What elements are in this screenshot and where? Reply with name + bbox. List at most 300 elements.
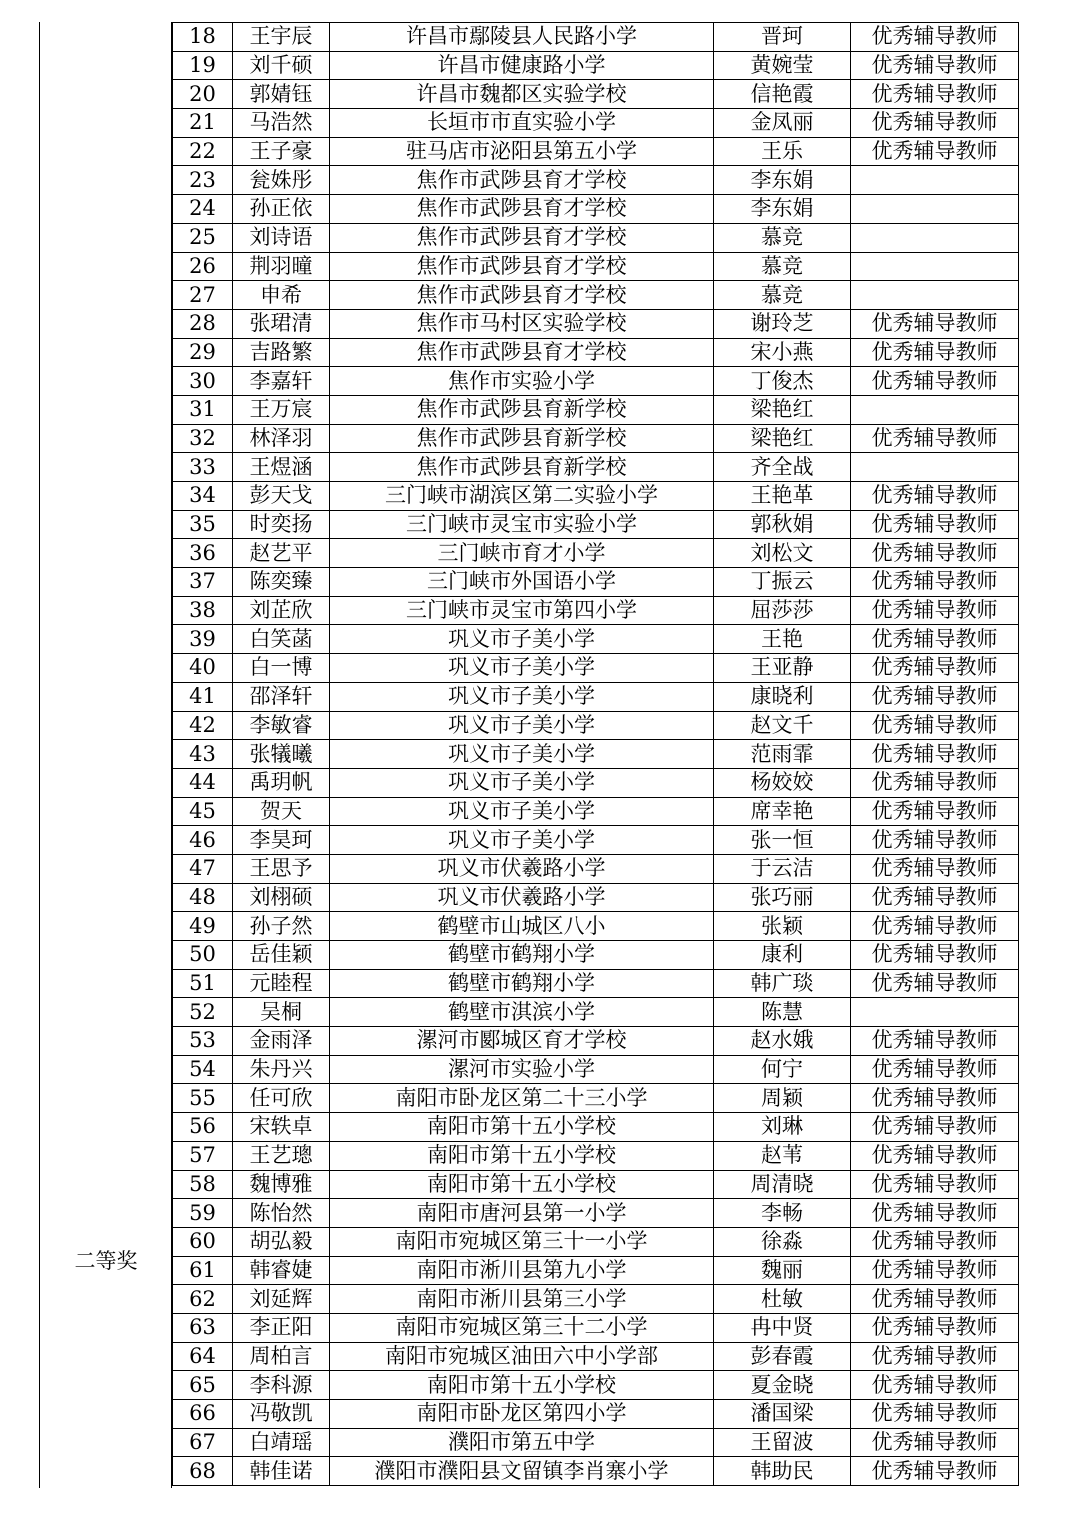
cell-teacher: 郭秋娟	[714, 510, 851, 539]
cell-student-name: 李昊珂	[233, 826, 330, 855]
cell-teacher: 王亚静	[714, 654, 851, 683]
cell-teacher: 赵文千	[714, 711, 851, 740]
cell-teacher: 梁艳红	[714, 424, 851, 453]
cell-student-name: 刘千硕	[233, 51, 330, 80]
table-row	[173, 80, 1019, 109]
cell-teacher: 王艳	[714, 625, 851, 654]
cell-student-name: 瓮姝彤	[233, 166, 330, 195]
cell-school: 巩义市子美小学	[330, 711, 714, 740]
cell-number: 53	[173, 1027, 233, 1056]
cell-student-name: 刘芷欣	[233, 596, 330, 625]
cell-teacher: 徐淼	[714, 1227, 851, 1256]
table-row	[173, 309, 1019, 338]
cell-student-name: 王艺璁	[233, 1141, 330, 1170]
cell-teacher: 彭春霞	[714, 1342, 851, 1371]
cell-honor: 优秀辅导教师	[851, 568, 1019, 597]
cell-teacher: 王艳革	[714, 482, 851, 511]
cell-number: 42	[173, 711, 233, 740]
table-row	[173, 539, 1019, 568]
table-row	[173, 195, 1019, 224]
cell-teacher: 于云洁	[714, 854, 851, 883]
cell-number: 57	[173, 1141, 233, 1170]
cell-school: 巩义市子美小学	[330, 826, 714, 855]
cell-honor	[851, 223, 1019, 252]
cell-school: 漯河市实验小学	[330, 1055, 714, 1084]
cell-number: 35	[173, 510, 233, 539]
cell-school: 焦作市武陟县育新学校	[330, 395, 714, 424]
cell-honor: 优秀辅导教师	[851, 137, 1019, 166]
cell-student-name: 胡弘毅	[233, 1227, 330, 1256]
cell-student-name: 邵泽轩	[233, 682, 330, 711]
cell-teacher: 丁俊杰	[714, 367, 851, 396]
cell-number: 21	[173, 109, 233, 138]
cell-number: 52	[173, 998, 233, 1027]
cell-honor: 优秀辅导教师	[851, 1141, 1019, 1170]
cell-number: 30	[173, 367, 233, 396]
cell-school: 三门峡市育才小学	[330, 539, 714, 568]
cell-school: 长垣市市直实验小学	[330, 109, 714, 138]
table-row	[173, 1457, 1019, 1486]
cell-school: 巩义市子美小学	[330, 654, 714, 683]
cell-school: 南阳市宛城区第三十一小学	[330, 1227, 714, 1256]
cell-student-name: 贺天	[233, 797, 330, 826]
table-row	[173, 137, 1019, 166]
table-row	[173, 1256, 1019, 1285]
table-row	[173, 109, 1019, 138]
cell-number: 55	[173, 1084, 233, 1113]
cell-student-name: 朱丹兴	[233, 1055, 330, 1084]
cell-honor: 优秀辅导教师	[851, 1084, 1019, 1113]
cell-student-name: 孙正依	[233, 195, 330, 224]
cell-honor: 优秀辅导教师	[851, 23, 1019, 52]
cell-number: 59	[173, 1199, 233, 1228]
cell-teacher: 韩广琰	[714, 969, 851, 998]
cell-student-name: 金雨泽	[233, 1027, 330, 1056]
table-row	[173, 1371, 1019, 1400]
cell-school: 三门峡市灵宝市实验小学	[330, 510, 714, 539]
cell-number: 58	[173, 1170, 233, 1199]
cell-teacher: 夏金晓	[714, 1371, 851, 1400]
cell-student-name: 刘诗语	[233, 223, 330, 252]
cell-school: 许昌市鄢陵县人民路小学	[330, 23, 714, 52]
cell-teacher: 张巧丽	[714, 883, 851, 912]
cell-school: 焦作市武陟县育才学校	[330, 195, 714, 224]
cell-school: 鹤壁市山城区八小	[330, 912, 714, 941]
cell-honor: 优秀辅导教师	[851, 826, 1019, 855]
cell-number: 37	[173, 568, 233, 597]
cell-student-name: 冯敬凯	[233, 1400, 330, 1429]
cell-school: 巩义市子美小学	[330, 797, 714, 826]
cell-school: 鹤壁市鹤翔小学	[330, 969, 714, 998]
cell-school: 三门峡市湖滨区第二实验小学	[330, 482, 714, 511]
table-row	[173, 338, 1019, 367]
cell-number: 43	[173, 740, 233, 769]
cell-number: 41	[173, 682, 233, 711]
cell-number: 47	[173, 854, 233, 883]
cell-number: 29	[173, 338, 233, 367]
cell-number: 32	[173, 424, 233, 453]
cell-teacher: 王乐	[714, 137, 851, 166]
cell-school: 巩义市伏羲路小学	[330, 854, 714, 883]
table-row	[173, 367, 1019, 396]
table-row	[173, 941, 1019, 970]
roster-body	[173, 23, 1019, 1486]
cell-student-name: 白笑菡	[233, 625, 330, 654]
cell-school: 南阳市淅川县第三小学	[330, 1285, 714, 1314]
cell-honor: 优秀辅导教师	[851, 367, 1019, 396]
cell-honor: 优秀辅导教师	[851, 1199, 1019, 1228]
table-row	[173, 1113, 1019, 1142]
cell-student-name: 李正阳	[233, 1313, 330, 1342]
cell-teacher: 齐全战	[714, 453, 851, 482]
cell-honor: 优秀辅导教师	[851, 854, 1019, 883]
cell-student-name: 宋轶卓	[233, 1113, 330, 1142]
cell-teacher: 李东娟	[714, 166, 851, 195]
cell-honor: 优秀辅导教师	[851, 338, 1019, 367]
cell-number: 26	[173, 252, 233, 281]
cell-honor	[851, 395, 1019, 424]
table-row	[173, 969, 1019, 998]
cell-student-name: 禹玥帆	[233, 768, 330, 797]
cell-number: 63	[173, 1313, 233, 1342]
cell-number: 27	[173, 281, 233, 310]
cell-teacher: 李畅	[714, 1199, 851, 1228]
cell-student-name: 陈怡然	[233, 1199, 330, 1228]
table-row	[173, 166, 1019, 195]
cell-honor: 优秀辅导教师	[851, 682, 1019, 711]
table-row	[173, 740, 1019, 769]
cell-student-name: 张珺清	[233, 309, 330, 338]
cell-student-name: 刘延辉	[233, 1285, 330, 1314]
table-row	[173, 1084, 1019, 1113]
cell-teacher: 张一恒	[714, 826, 851, 855]
cell-student-name: 荆羽曈	[233, 252, 330, 281]
cell-student-name: 岳佳颖	[233, 941, 330, 970]
cell-teacher: 李东娟	[714, 195, 851, 224]
table-row	[173, 23, 1019, 52]
table-row	[173, 797, 1019, 826]
cell-school: 南阳市卧龙区第四小学	[330, 1400, 714, 1429]
cell-student-name: 白一博	[233, 654, 330, 683]
cell-honor: 优秀辅导教师	[851, 1313, 1019, 1342]
cell-honor: 优秀辅导教师	[851, 510, 1019, 539]
cell-number: 44	[173, 768, 233, 797]
cell-number: 19	[173, 51, 233, 80]
table-row	[173, 1141, 1019, 1170]
table-row	[173, 826, 1019, 855]
cell-teacher: 屈莎莎	[714, 596, 851, 625]
table-row	[173, 510, 1019, 539]
table-row	[173, 883, 1019, 912]
table-row	[173, 1342, 1019, 1371]
cell-student-name: 王子豪	[233, 137, 330, 166]
cell-teacher: 赵苇	[714, 1141, 851, 1170]
cell-teacher: 张颖	[714, 912, 851, 941]
cell-honor: 优秀辅导教师	[851, 309, 1019, 338]
cell-honor: 优秀辅导教师	[851, 711, 1019, 740]
cell-teacher: 慕竞	[714, 281, 851, 310]
cell-student-name: 李科源	[233, 1371, 330, 1400]
cell-number: 40	[173, 654, 233, 683]
cell-teacher: 杨姣姣	[714, 768, 851, 797]
cell-teacher: 金凤丽	[714, 109, 851, 138]
cell-number: 34	[173, 482, 233, 511]
table-row	[173, 654, 1019, 683]
table-row	[173, 1313, 1019, 1342]
cell-honor: 优秀辅导教师	[851, 596, 1019, 625]
cell-school: 巩义市子美小学	[330, 625, 714, 654]
cell-teacher: 何宁	[714, 1055, 851, 1084]
cell-number: 38	[173, 596, 233, 625]
cell-school: 南阳市第十五小学校	[330, 1170, 714, 1199]
cell-teacher: 信艳霞	[714, 80, 851, 109]
cell-student-name: 王万宸	[233, 395, 330, 424]
cell-student-name: 元睦程	[233, 969, 330, 998]
cell-school: 南阳市唐河县第一小学	[330, 1199, 714, 1228]
cell-teacher: 冉中贤	[714, 1313, 851, 1342]
table-row	[173, 568, 1019, 597]
cell-school: 焦作市武陟县育才学校	[330, 166, 714, 195]
cell-number: 36	[173, 539, 233, 568]
cell-student-name: 王煜涵	[233, 453, 330, 482]
cell-honor: 优秀辅导教师	[851, 797, 1019, 826]
cell-number: 23	[173, 166, 233, 195]
table-row	[173, 223, 1019, 252]
cell-honor: 优秀辅导教师	[851, 1055, 1019, 1084]
cell-honor	[851, 281, 1019, 310]
cell-teacher: 杜敏	[714, 1285, 851, 1314]
cell-honor: 优秀辅导教师	[851, 1371, 1019, 1400]
cell-honor: 优秀辅导教师	[851, 654, 1019, 683]
table-row	[173, 625, 1019, 654]
table-row	[173, 424, 1019, 453]
cell-teacher: 丁振云	[714, 568, 851, 597]
cell-honor	[851, 453, 1019, 482]
cell-school: 南阳市宛城区第三十二小学	[330, 1313, 714, 1342]
cell-number: 54	[173, 1055, 233, 1084]
table-row	[173, 395, 1019, 424]
cell-number: 18	[173, 23, 233, 52]
cell-student-name: 马浩然	[233, 109, 330, 138]
cell-number: 65	[173, 1371, 233, 1400]
cell-teacher: 谢玲芝	[714, 309, 851, 338]
cell-teacher: 魏丽	[714, 1256, 851, 1285]
cell-student-name: 白靖瑶	[233, 1428, 330, 1457]
table-row	[173, 453, 1019, 482]
cell-number: 46	[173, 826, 233, 855]
cell-teacher: 刘琳	[714, 1113, 851, 1142]
cell-number: 61	[173, 1256, 233, 1285]
cell-honor: 优秀辅导教师	[851, 539, 1019, 568]
table-row	[173, 252, 1019, 281]
cell-student-name: 彭天戈	[233, 482, 330, 511]
table-row	[173, 1400, 1019, 1429]
table-row	[173, 682, 1019, 711]
cell-teacher: 宋小燕	[714, 338, 851, 367]
cell-student-name: 孙子然	[233, 912, 330, 941]
table-row	[173, 482, 1019, 511]
table-row	[173, 596, 1019, 625]
cell-teacher: 康晓利	[714, 682, 851, 711]
cell-honor: 优秀辅导教师	[851, 1227, 1019, 1256]
cell-number: 62	[173, 1285, 233, 1314]
cell-student-name: 林泽羽	[233, 424, 330, 453]
cell-teacher: 梁艳红	[714, 395, 851, 424]
cell-school: 南阳市第十五小学校	[330, 1113, 714, 1142]
cell-school: 鹤壁市鹤翔小学	[330, 941, 714, 970]
cell-number: 50	[173, 941, 233, 970]
cell-honor	[851, 195, 1019, 224]
cell-honor: 优秀辅导教师	[851, 768, 1019, 797]
cell-teacher: 赵水娥	[714, 1027, 851, 1056]
table-row	[173, 1428, 1019, 1457]
cell-school: 焦作市武陟县育新学校	[330, 453, 714, 482]
table-row	[173, 1199, 1019, 1228]
cell-school: 南阳市宛城区油田六中小学部	[330, 1342, 714, 1371]
cell-teacher: 周颖	[714, 1084, 851, 1113]
cell-number: 28	[173, 309, 233, 338]
cell-number: 22	[173, 137, 233, 166]
cell-school: 濮阳市第五中学	[330, 1428, 714, 1457]
cell-honor: 优秀辅导教师	[851, 883, 1019, 912]
cell-school: 焦作市武陟县育才学校	[330, 252, 714, 281]
cell-honor: 优秀辅导教师	[851, 1170, 1019, 1199]
cell-number: 48	[173, 883, 233, 912]
cell-student-name: 赵艺平	[233, 539, 330, 568]
cell-student-name: 刘栩硕	[233, 883, 330, 912]
cell-honor: 优秀辅导教师	[851, 424, 1019, 453]
cell-teacher: 慕竞	[714, 223, 851, 252]
cell-number: 51	[173, 969, 233, 998]
cell-school: 许昌市健康路小学	[330, 51, 714, 80]
award-roster-table	[172, 22, 1019, 1486]
cell-honor: 优秀辅导教师	[851, 1027, 1019, 1056]
cell-teacher: 王留波	[714, 1428, 851, 1457]
table-row	[173, 1285, 1019, 1314]
cell-school: 焦作市武陟县育才学校	[330, 281, 714, 310]
cell-number: 56	[173, 1113, 233, 1142]
cell-honor: 优秀辅导教师	[851, 740, 1019, 769]
cell-number: 45	[173, 797, 233, 826]
cell-school: 许昌市魏都区实验学校	[330, 80, 714, 109]
cell-teacher: 刘松文	[714, 539, 851, 568]
cell-student-name: 时奕扬	[233, 510, 330, 539]
table-row	[173, 1055, 1019, 1084]
cell-student-name: 李嘉轩	[233, 367, 330, 396]
cell-school: 焦作市武陟县育才学校	[330, 223, 714, 252]
cell-number: 64	[173, 1342, 233, 1371]
table-row	[173, 711, 1019, 740]
cell-teacher: 范雨霏	[714, 740, 851, 769]
cell-school: 濮阳市濮阳县文留镇李肖寨小学	[330, 1457, 714, 1486]
cell-teacher: 韩助民	[714, 1457, 851, 1486]
cell-student-name: 周柏言	[233, 1342, 330, 1371]
cell-number: 39	[173, 625, 233, 654]
cell-student-name: 张犠曦	[233, 740, 330, 769]
cell-number: 25	[173, 223, 233, 252]
cell-student-name: 陈奕臻	[233, 568, 330, 597]
cell-honor: 优秀辅导教师	[851, 625, 1019, 654]
cell-student-name: 吉路繁	[233, 338, 330, 367]
cell-number: 49	[173, 912, 233, 941]
cell-student-name: 魏博雅	[233, 1170, 330, 1199]
cell-honor: 优秀辅导教师	[851, 941, 1019, 970]
table-row	[173, 51, 1019, 80]
cell-school: 巩义市子美小学	[330, 740, 714, 769]
cell-school: 南阳市卧龙区第二十三小学	[330, 1084, 714, 1113]
cell-number: 20	[173, 80, 233, 109]
cell-student-name: 韩佳诺	[233, 1457, 330, 1486]
cell-number: 60	[173, 1227, 233, 1256]
cell-number: 67	[173, 1428, 233, 1457]
cell-honor: 优秀辅导教师	[851, 1428, 1019, 1457]
cell-number: 31	[173, 395, 233, 424]
cell-honor: 优秀辅导教师	[851, 482, 1019, 511]
cell-teacher: 潘国梁	[714, 1400, 851, 1429]
cell-teacher: 周清晓	[714, 1170, 851, 1199]
cell-student-name: 吴桐	[233, 998, 330, 1027]
cell-school: 焦作市武陟县育新学校	[330, 424, 714, 453]
cell-teacher: 黄婉莹	[714, 51, 851, 80]
cell-honor: 优秀辅导教师	[851, 51, 1019, 80]
cell-number: 66	[173, 1400, 233, 1429]
cell-honor: 优秀辅导教师	[851, 109, 1019, 138]
cell-student-name: 郭婧钰	[233, 80, 330, 109]
cell-student-name: 申希	[233, 281, 330, 310]
cell-teacher: 席幸艳	[714, 797, 851, 826]
cell-honor	[851, 998, 1019, 1027]
cell-school: 焦作市武陟县育才学校	[330, 338, 714, 367]
table-row	[173, 1170, 1019, 1199]
cell-teacher: 康利	[714, 941, 851, 970]
cell-teacher: 慕竞	[714, 252, 851, 281]
cell-honor: 优秀辅导教师	[851, 1457, 1019, 1486]
cell-student-name: 王宇辰	[233, 23, 330, 52]
table-row	[173, 1227, 1019, 1256]
cell-school: 焦作市马村区实验学校	[330, 309, 714, 338]
cell-school: 焦作市实验小学	[330, 367, 714, 396]
cell-school: 三门峡市灵宝市第四小学	[330, 596, 714, 625]
cell-number: 33	[173, 453, 233, 482]
cell-school: 巩义市伏羲路小学	[330, 883, 714, 912]
award-level-label: 二等奖	[74, 1249, 138, 1273]
cell-school: 南阳市第十五小学校	[330, 1141, 714, 1170]
cell-honor: 优秀辅导教师	[851, 80, 1019, 109]
cell-honor	[851, 166, 1019, 195]
cell-school: 南阳市淅川县第九小学	[330, 1256, 714, 1285]
cell-student-name: 王思予	[233, 854, 330, 883]
cell-school: 南阳市第十五小学校	[330, 1371, 714, 1400]
cell-number: 24	[173, 195, 233, 224]
cell-honor: 优秀辅导教师	[851, 1256, 1019, 1285]
cell-school: 巩义市子美小学	[330, 768, 714, 797]
cell-student-name: 任可欣	[233, 1084, 330, 1113]
cell-student-name: 李敏睿	[233, 711, 330, 740]
cell-school: 漯河市郾城区育才学校	[330, 1027, 714, 1056]
table-row	[173, 854, 1019, 883]
cell-teacher: 陈慧	[714, 998, 851, 1027]
cell-honor: 优秀辅导教师	[851, 1113, 1019, 1142]
cell-student-name: 韩睿婕	[233, 1256, 330, 1285]
cell-teacher: 晋珂	[714, 23, 851, 52]
cell-honor: 优秀辅导教师	[851, 969, 1019, 998]
cell-number: 68	[173, 1457, 233, 1486]
cell-honor	[851, 252, 1019, 281]
cell-honor: 优秀辅导教师	[851, 1342, 1019, 1371]
table-row	[173, 1027, 1019, 1056]
cell-school: 巩义市子美小学	[330, 682, 714, 711]
table-row	[173, 768, 1019, 797]
